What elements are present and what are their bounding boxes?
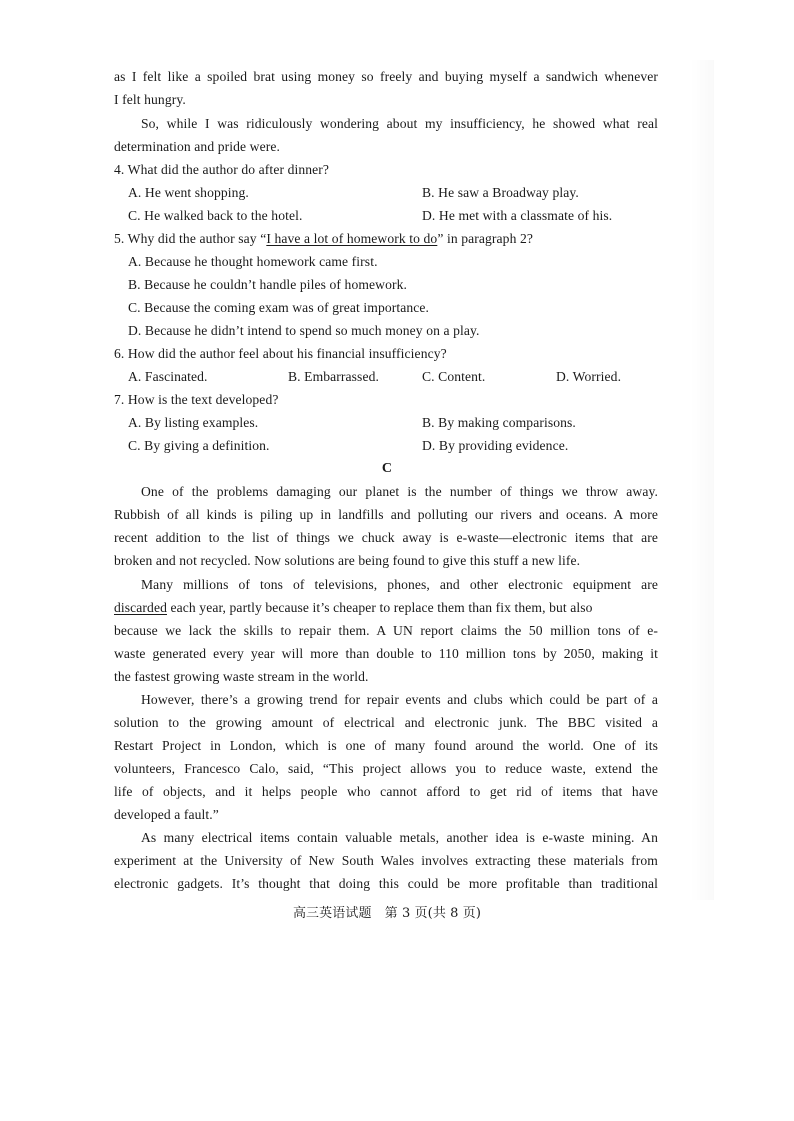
passage-c-line-2: Rubbish of all kinds is piling up in landfills and polluting our rivers and oceans. A more xyxy=(114,507,658,522)
scan-shadow xyxy=(690,60,714,900)
passage-b-line-3: So, while I was ridiculously wondering about my insufficiency, he showed what real xyxy=(141,116,658,131)
question-5-underlined-quote: I have a lot of homework to do xyxy=(266,231,438,246)
question-5-option-b[interactable]: B. Because he couldn’t handle piles of homework. xyxy=(128,277,407,292)
passage-c-line-12: Restart Project in London, which is one of many found around the world. One of its xyxy=(114,738,658,753)
passage-c-line-16: As many electrical items contain valuable metals, another idea is e-waste mining. An xyxy=(141,830,658,845)
passage-c-heading: C xyxy=(381,461,393,476)
question-4-option-d[interactable]: D. He met with a classmate of his. xyxy=(422,208,613,223)
passage-c-line-7: because we lack the skills to repair them. A UN report claims the 50 million tons of e- xyxy=(114,623,658,638)
question-5-stem-start: 5. Why did the author say “ xyxy=(114,231,267,246)
question-4-option-b[interactable]: B. He saw a Broadway play. xyxy=(422,185,579,200)
passage-c-line-3: recent addition to the list of things we chuck away is e-waste—electronic items that are xyxy=(114,530,658,545)
passage-c-line-11: solution to the growing amount of electrical and electronic junk. The BBC visited a xyxy=(114,715,658,730)
question-5-option-c[interactable]: C. Because the coming exam was of great importance. xyxy=(128,300,430,315)
passage-c-line-1: One of the problems damaging our planet is the number of things we throw away. xyxy=(141,484,658,499)
passage-b-line-2: I felt hungry. xyxy=(114,92,186,107)
passage-c-line-14: life of objects, and it helps people who cannot afford to get rid of items that have xyxy=(114,784,658,799)
question-7-option-c[interactable]: C. By giving a definition. xyxy=(128,438,270,453)
question-4-option-c[interactable]: C. He walked back to the hotel. xyxy=(128,208,303,223)
question-6-option-c[interactable]: C. Content. xyxy=(422,369,486,384)
passage-c-line-4: broken and not recycled. Now solutions are being found to give this stuff a new life. xyxy=(114,553,581,568)
passage-c-line-18: electronic gadgets. It’s thought that doing this could be more profitable than traditional xyxy=(114,876,658,891)
passage-c-line-15: developed a fault.” xyxy=(114,807,219,822)
question-6-option-a[interactable]: A. Fascinated. xyxy=(128,369,208,384)
question-7-option-b[interactable]: B. By making comparisons. xyxy=(422,415,576,430)
passage-c-line-6-rest: each year, partly because it’s cheaper to replace them than fix them, but also xyxy=(167,600,593,615)
passage-c-line-6 xyxy=(114,599,658,616)
question-5-option-a[interactable]: A. Because he thought homework came first. xyxy=(128,254,378,269)
question-6-option-d[interactable]: D. Worried. xyxy=(556,369,622,384)
passage-c-line-13: volunteers, Francesco Calo, said, “This project allows you to reduce waste, extend the xyxy=(114,761,658,776)
question-4-option-a[interactable]: A. He went shopping. xyxy=(128,185,249,200)
question-7-option-d[interactable]: D. By providing evidence. xyxy=(422,438,569,453)
passage-c-line-8: waste generated every year will more than double to 110 million tons by 2050, making it xyxy=(114,646,658,661)
question-5-stem-end: ” in paragraph 2? xyxy=(437,231,534,246)
passage-b-line-1: as I felt like a spoiled brat using money so freely and buying myself a sandwich whenever xyxy=(114,69,658,84)
question-5-stem xyxy=(114,230,533,247)
question-7-option-a[interactable]: A. By listing examples. xyxy=(128,415,259,430)
question-4-stem: 4. What did the author do after dinner? xyxy=(114,162,330,177)
underlined-word-discarded: discarded xyxy=(114,600,167,615)
question-6-stem: 6. How did the author feel about his financial insufficiency? xyxy=(114,346,447,361)
passage-c-line-5: Many millions of tons of televisions, phones, and other electronic equipment are xyxy=(141,577,658,592)
passage-b-line-4: determination and pride were. xyxy=(114,139,280,154)
passage-c-line-9: the fastest growing waste stream in the world. xyxy=(114,669,369,684)
question-7-stem: 7. How is the text developed? xyxy=(114,392,279,407)
question-5-option-d[interactable]: D. Because he didn’t intend to spend so much money on a play. xyxy=(128,323,480,338)
passage-c-line-17: experiment at the University of New South Wales involves extracting these materials from xyxy=(114,853,658,868)
page-footer: 高三英语试题 第 3 页(共 8 页) xyxy=(292,906,482,921)
question-6-option-b[interactable]: B. Embarrassed. xyxy=(288,369,379,384)
passage-c-line-10: However, there’s a growing trend for repair events and clubs which could be part of a xyxy=(141,692,658,707)
